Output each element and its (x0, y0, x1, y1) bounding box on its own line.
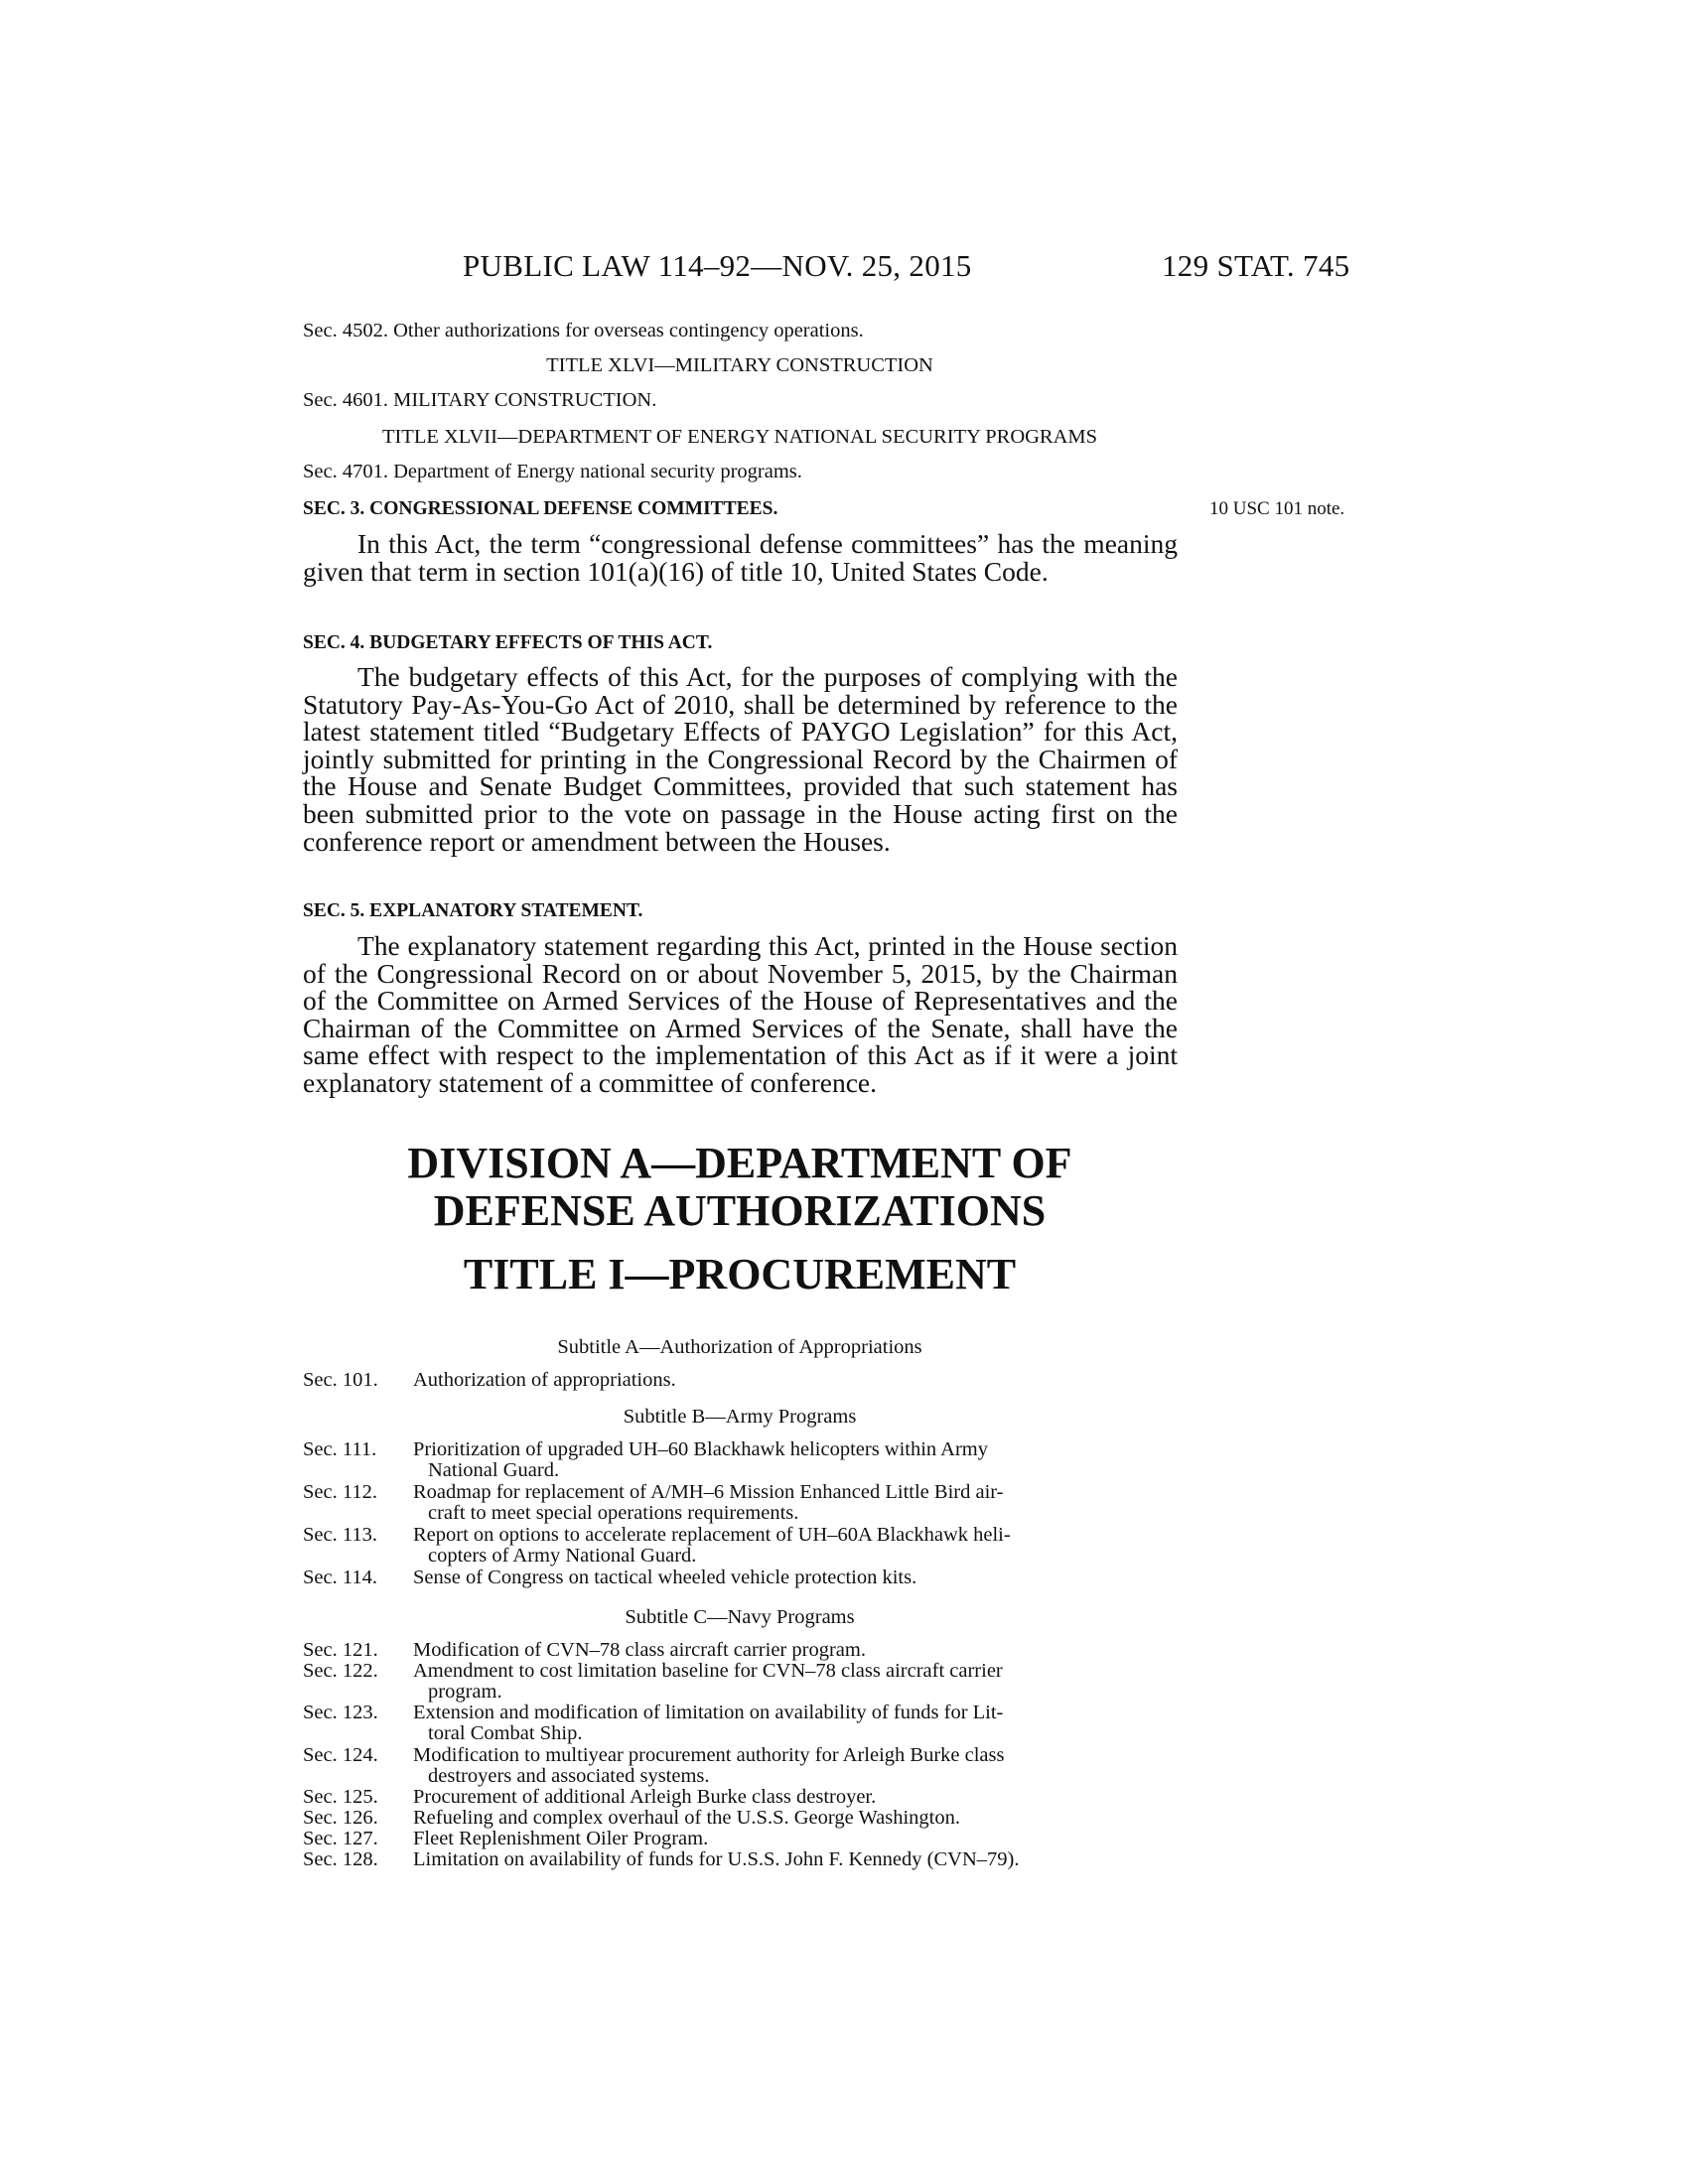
toc-entry-sec-126: Sec. 126. Refueling and complex overhaul of the U.S.S. George Washington. (303, 1807, 960, 1829)
section-4-text: The budgetary effects of this Act, for the purposes of complying with the Statutory Pay-As-You-Go Act of 2010, shall be determined by reference to the latest statement titled “Budgetary Effects of PAYGO Legislation” for this Act, jointly submitted for printing in the Congressional Record by the Chairmen of the House and Senate Budget Committees, provided that such statement has been submitted prior to the vote on passage in the House acting first on the conference report or amendment between the Houses. (303, 661, 1178, 857)
section-5-heading: SEC. 5. EXPLANATORY STATEMENT. (303, 900, 643, 921)
division-heading-line-1: DIVISION A—DEPARTMENT OF (407, 1139, 1072, 1187)
toc-entry-sec-113: Sec. 113. Report on options to accelerate replacement of UH–60A Blackhawk heli- copters of Army National Guard. (303, 1524, 1011, 1567)
toc-entry-sec-121: Sec. 121. Modification of CVN–78 class aircraft carrier program. (303, 1639, 866, 1661)
statute-page-number: 129 STAT. 745 (1162, 248, 1350, 283)
toc-entry-sec-122: Sec. 122. Amendment to cost limitation baseline for CVN–78 class aircraft carrier program. (303, 1660, 1003, 1703)
section-3-text: In this Act, the term “congressional defense committees” has the meaning given that term in section 101(a)(16) of title 10, United States Code. (303, 528, 1178, 587)
subtitle-b-heading: Subtitle B—Army Programs (623, 1406, 857, 1428)
toc-entry-sec-111: Sec. 111. Prioritization of upgraded UH–60 Blackhawk helicopters within Army National Guard. (303, 1438, 989, 1481)
margin-note: 10 USC 101 note. (1209, 498, 1345, 519)
toc-title-xlvi: TITLE XLVI—MILITARY CONSTRUCTION (546, 354, 933, 376)
running-header-title: PUBLIC LAW 114–92—NOV. 25, 2015 (463, 248, 972, 283)
toc-entry-sec-112: Sec. 112. Roadmap for replacement of A/MH–6 Mission Enhanced Little Bird air- craft to meet special operations requirements. (303, 1481, 1004, 1524)
toc-entry-sec-101: Sec. 101. Authorization of appropriations. (303, 1369, 676, 1391)
subtitle-c-heading: Subtitle C—Navy Programs (625, 1606, 855, 1628)
division-heading-line-2: DEFENSE AUTHORIZATIONS (433, 1186, 1047, 1235)
subtitle-a-heading: Subtitle A—Authorization of Appropriations (557, 1336, 922, 1358)
section-4-heading: SEC. 4. BUDGETARY EFFECTS OF THIS ACT. (303, 632, 713, 653)
toc-entry-sec-123: Sec. 123. Extension and modification of limitation on availability of funds for Lit- toral Combat Ship. (303, 1702, 1004, 1744)
division-heading (303, 1140, 1177, 1235)
toc-entry-sec-128: Sec. 128. Limitation on availability of funds for U.S.S. John F. Kennedy (CVN–79). (303, 1848, 1020, 1870)
title-i-heading: TITLE I—PROCUREMENT (463, 1250, 1017, 1298)
toc-entry-sec-4502: Sec. 4502. Other authorizations for overseas contingency operations. (303, 320, 864, 341)
section-3-heading: SEC. 3. CONGRESSIONAL DEFENSE COMMITTEES. (303, 498, 778, 519)
toc-entry-sec-114: Sec. 114. Sense of Congress on tactical wheeled vehicle protection kits. (303, 1567, 917, 1588)
toc-entry-sec-4601: Sec. 4601. MILITARY CONSTRUCTION. (303, 389, 657, 411)
toc-title-xlvii: TITLE XLVII—DEPARTMENT OF ENERGY NATIONAL SECURITY PROGRAMS (381, 426, 1098, 448)
toc-entry-sec-4701: Sec. 4701. Department of Energy national security programs. (303, 461, 802, 482)
section-5-text: The explanatory statement regarding this Act, printed in the House section of the Congressional Record on or about November 5, 2015, by the Chairman of the Committee on Armed Services of the House of Representatives and the Chairman of the Committee on Armed Services of the Senate, shall have the same effect with respect to the implementation of this Act as if it were a joint explanatory statement of a committee of conference. (303, 930, 1178, 1098)
toc-entry-sec-127: Sec. 127. Fleet Replenishment Oiler Program. (303, 1828, 709, 1849)
toc-entry-sec-124: Sec. 124. Modification to multiyear procurement authority for Arleigh Burke class destroyers and associated systems. (303, 1744, 1005, 1787)
toc-entry-sec-125: Sec. 125. Procurement of additional Arleigh Burke class destroyer. (303, 1786, 877, 1808)
